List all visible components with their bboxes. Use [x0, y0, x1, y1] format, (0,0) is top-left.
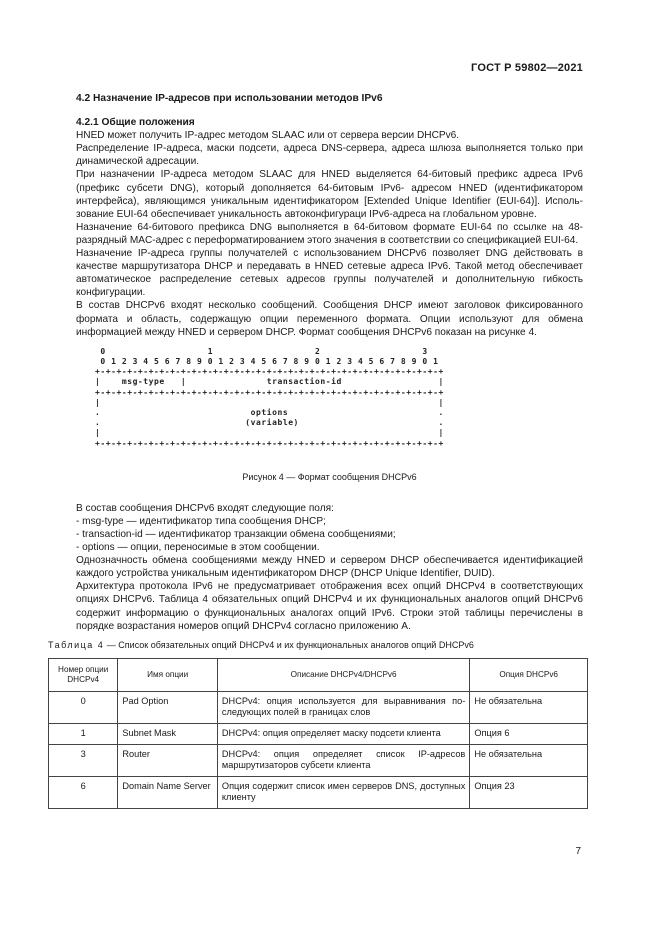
paragraph: Архитектура протокола IPv6 не предусматривает отображения всех опций DHCPv4 в соответствующих опциях DHCPv6. Таблица 4 обязательных опций DHCPv4 и их функциональных аналогов опций DHCPv6 содержит информацию о функциональных аналогах опций IPv6. Строки этой таблицы перечислены в порядке возрастания номеров опций DHCPv4 согласно приложению А.: [76, 581, 583, 632]
table-cell: Не обязательна: [470, 691, 588, 723]
diagram-line: +-+-+-+-+-+-+-+-+-+-+-+-+-+-+-+-+-+-+-+-+-+-+-+-+-+-+-+-+-+-+-+-+: [95, 367, 444, 377]
diagram-line: . options .: [95, 407, 444, 417]
table-caption: [48, 639, 608, 652]
table-cell: Router: [118, 744, 218, 776]
paragraph: В состав DHCPv6 входят несколько сообщений. Сообщения DHCP имеют заголовок фиксированного формата и область, содержащую опции переменного формата. Опции используют для обмена информацией между HNED и сервером DHCP. Формат сообщения DHCPv6 показан на рисунке 4.: [76, 300, 583, 338]
section-title: 4.2 Назначение IP-адресов при использовании методов IPv6: [76, 93, 383, 104]
table-cell: DHCPv4: опция используется для выравнивания последующих полей в границах слов: [217, 691, 469, 723]
options-table: [48, 658, 588, 809]
diagram-line: +-+-+-+-+-+-+-+-+-+-+-+-+-+-+-+-+-+-+-+-+-+-+-+-+-+-+-+-+-+-+-+-+: [95, 438, 444, 448]
table-caption-text: — Список обязательных опций DHCPv4 и их функциональных аналогов опций DHCPv6: [104, 639, 474, 650]
paragraph: При назначении IP-адреса методом SLAAC для HNED выделяется 64-битовый префикс адреса IPv6 (префикс субсети DNG), который дополняется 64-битовым IPv6- адресом HNED (идентификатором интерфейса), являющимся уникальным идентификатором [Extended Unique Identifier (EUI-64)]. Использование EUI-64 обеспечивает уникальность автоконфигураци IPv6-адреса на глобальном уровне.: [76, 169, 583, 220]
table-caption-label: Таблица 4: [48, 639, 105, 650]
paragraph: HNED может получить IP-адрес методом SLAAC или от сервера версии DHCPv6.: [76, 130, 460, 142]
table-cell: 1: [49, 724, 118, 745]
page-body: [48, 92, 583, 809]
table-cell: DHCPv4: опция определяет список IP-адресов маршрутизаторов субсети клиента: [217, 744, 469, 776]
table-cell: DHCPv4: опция определяет маску подсети клиента: [217, 724, 469, 745]
paragraph: Распределение IP-адреса, маски подсети, адреса DNS-сервера, адреса шлюза выполняется только при динамической адресации.: [76, 143, 583, 168]
table-cell: Subnet Mask: [118, 724, 218, 745]
subsection-title: 4.2.1 Общие положения: [76, 117, 195, 129]
paragraph: Назначение 64-битового префикса DNG выполняется в 64-битовом формате EUI-64 по ссылке на 48-разрядный MAC-адрес с переформатированием этого значения в соответствии со спецификацией EUI-64.: [76, 221, 583, 246]
table-row: [49, 744, 588, 776]
column-header: Описание DHCPv4/DHCPv6: [217, 658, 469, 691]
table-row: [49, 724, 588, 745]
figure-caption: Рисунок 4 — Формат сообщения DHCPv6: [242, 471, 417, 482]
diagram-line: +-+-+-+-+-+-+-+-+-+-+-+-+-+-+-+-+-+-+-+-+-+-+-+-+-+-+-+-+-+-+-+-+: [95, 387, 444, 397]
diagram-line: . (variable) .: [95, 418, 444, 428]
table-cell: Domain Name Server: [118, 776, 218, 808]
table-cell: Опция 23: [470, 776, 588, 808]
table-cell: 0: [49, 691, 118, 723]
table-row: [49, 691, 588, 723]
paragraph: Назначение IP-адреса группы получателей с использованием DHCPv6 позволяет DNG действовать в качестве маршрутизатора DHCP и передавать в HNED сетевые адреса IPv6. Такой метод обеспечивает автоматическое распределение сетевых адресов группы получателей и дополнительную гибкость конфигурации.: [76, 248, 583, 299]
table-row: [49, 776, 588, 808]
diagram-line: | |: [95, 428, 444, 438]
column-header: Имя опции: [118, 658, 218, 691]
list-item: - transaction-id — идентификатор транзакции обмена сообщениями;: [76, 529, 396, 540]
table-cell: 3: [49, 744, 118, 776]
table-cell: Не обязательна: [470, 744, 588, 776]
diagram-line: 0 1 2 3: [95, 346, 428, 356]
table-cell: Опция содержит список имен серверов DNS, доступных клиенту: [217, 776, 469, 808]
dhcpv6-message-format-diagram: [95, 347, 583, 449]
list-item: - msg-type — идентификатор типа сообщения DHCP;: [76, 515, 326, 527]
diagram-line: | msg-type | transaction-id |: [95, 377, 444, 387]
column-header: Номер опции DHCPv4: [49, 658, 118, 691]
diagram-line: 0 1 2 3 4 5 6 7 8 9 0 1 2 3 4 5 6 7 8 9 0 1 2 3 4 5 6 7 8 9 0 1: [95, 356, 439, 366]
table-cell: Опция 6: [470, 724, 588, 745]
fields-intro: В состав сообщения DHCPv6 входят следующие поля:: [76, 502, 334, 514]
paragraph: Однозначность обмена сообщениями между HNED и сервером DHCP обеспечивается идентификацией каждого устройства уникальным идентификатором DHCP (DHCP Unique Identifier, DUID).: [76, 555, 583, 580]
column-header: Опция DHCPv6: [470, 658, 588, 691]
page-number: 7: [575, 846, 581, 857]
diagram-line: | |: [95, 397, 444, 407]
table-header-row: [49, 658, 588, 691]
list-item: - options — опции, переносимые в этом сообщении.: [76, 542, 320, 554]
table-cell: Pad Option: [118, 691, 218, 723]
document-standard-header: ГОСТ Р 59802—2021: [471, 62, 583, 74]
table-cell: 6: [49, 776, 118, 808]
